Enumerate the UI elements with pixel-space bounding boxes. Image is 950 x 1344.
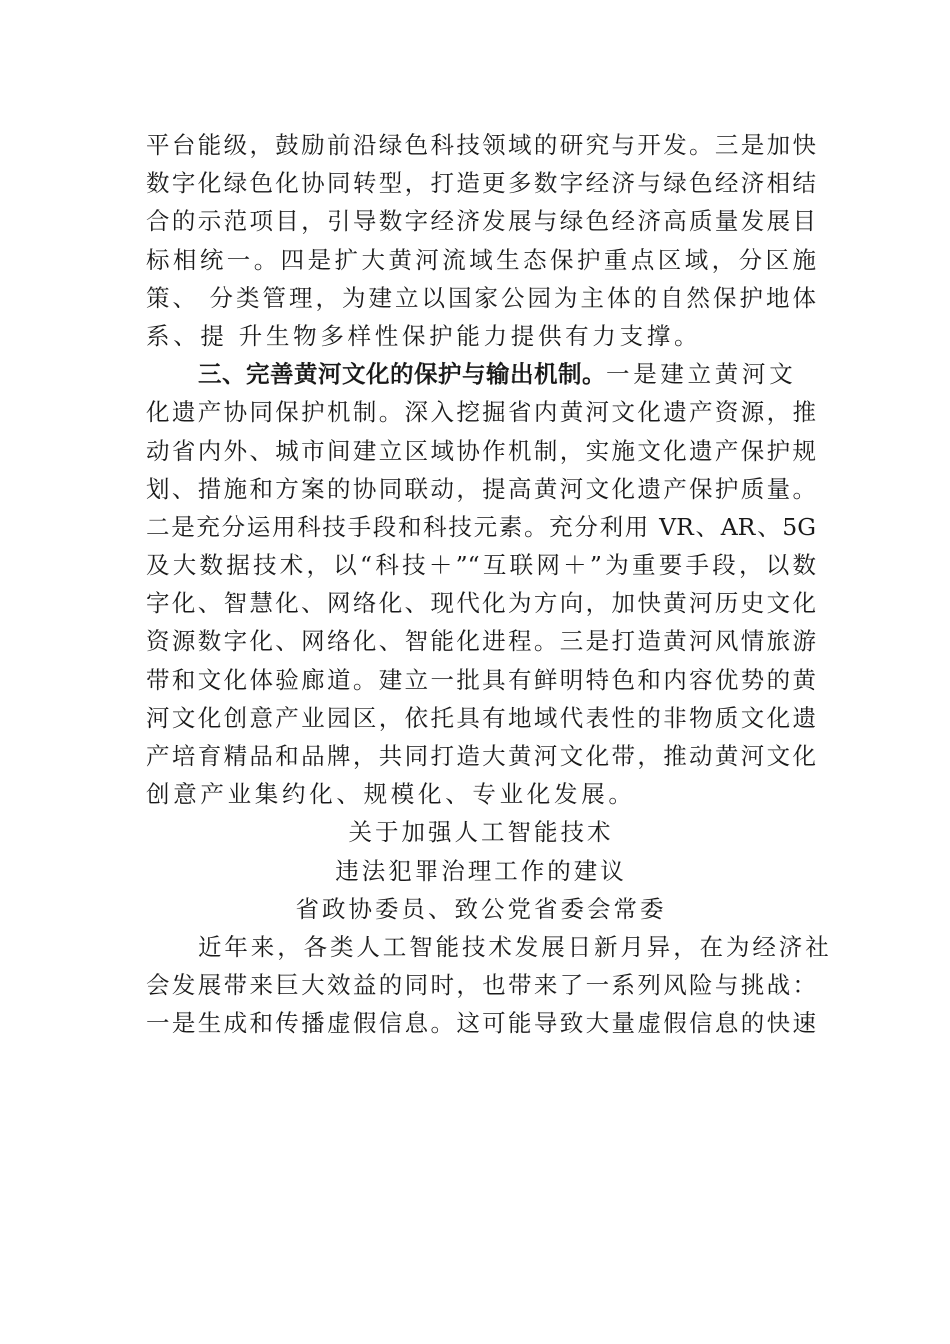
paragraph-yellow-river-culture: [146, 355, 816, 813]
proposal-header: [146, 813, 816, 928]
text-line: 标相统一。四是扩大黄河流域生态保护重点区域，分区施: [146, 245, 816, 274]
paragraph-green-transition: [146, 126, 816, 355]
text-line: 划、措施和方案的协同联动，提高黄河文化遗产保护质量。: [146, 474, 816, 503]
text-line: 系、提 升生物多样性保护能力提供有力支撑。: [146, 321, 702, 350]
text-line: 动省内外、城市间建立区域协作机制，实施文化遗产保护规: [146, 436, 816, 465]
section-heading: 三、完善黄河文化的保护与输出机制。: [198, 360, 606, 389]
text-line: 河文化创意产业园区，依托具有地域代表性的非物质文化遗: [146, 703, 816, 732]
section-first-line-rest: 一是建立黄河文: [606, 360, 797, 389]
text-line: 资源数字化、网络化、智能化进程。三是打造黄河风情旅游: [146, 627, 816, 656]
text-line: 会发展带来巨大效益的同时，也带来了一系列风险与挑战：: [146, 971, 816, 1000]
proposal-title-line-2: 违法犯罪治理工作的建议: [335, 856, 627, 885]
section-first-line: [146, 355, 816, 393]
text-line: 平台能级，鼓励前沿绿色科技领域的研究与开发。三是加快: [146, 131, 816, 159]
proposal-title-line-1: 关于加强人工智能技术: [348, 818, 614, 847]
text-line: 策、 分类管理，为建立以国家公园为主体的自然保护地体: [146, 283, 816, 312]
text-line: 创意产业集约化、规模化、专业化发展。: [146, 780, 636, 809]
paragraph-ai-risks: [146, 928, 832, 1043]
text-line: 产培育精品和品牌，共同打造大黄河文化带，推动黄河文化: [146, 742, 816, 770]
text-line: 数字化绿色化协同转型，打造更多数字经济与绿色经济相结: [146, 169, 816, 198]
text-line: 字化、智慧化、网络化、现代化为方向，加快黄河历史文化: [146, 589, 816, 618]
text-line: 近年来，各类人工智能技术发展日新月异，在为经济社: [198, 932, 832, 961]
text-line: 带和文化体验廊道。建立一批具有鲜明特色和内容优势的黄: [146, 665, 816, 694]
document-page: [146, 126, 832, 1043]
text-line: 一是生成和传播虚假信息。这可能导致大量虚假信息的快速: [146, 1009, 816, 1038]
text-line: 二是充分运用科技手段和科技元素。充分利用 VR、AR、5G: [146, 512, 816, 541]
text-line: 及大数据技术，以“科技＋”“互联网＋”为重要手段，以数: [146, 551, 816, 580]
text-line: 合的示范项目，引导数字经济发展与绿色经济高质量发展目: [146, 207, 816, 236]
proposal-author: 省政协委员、致公党省委会常委: [295, 894, 667, 923]
text-line: 化遗产协同保护机制。深入挖掘省内黄河文化遗产资源，推: [146, 398, 816, 427]
